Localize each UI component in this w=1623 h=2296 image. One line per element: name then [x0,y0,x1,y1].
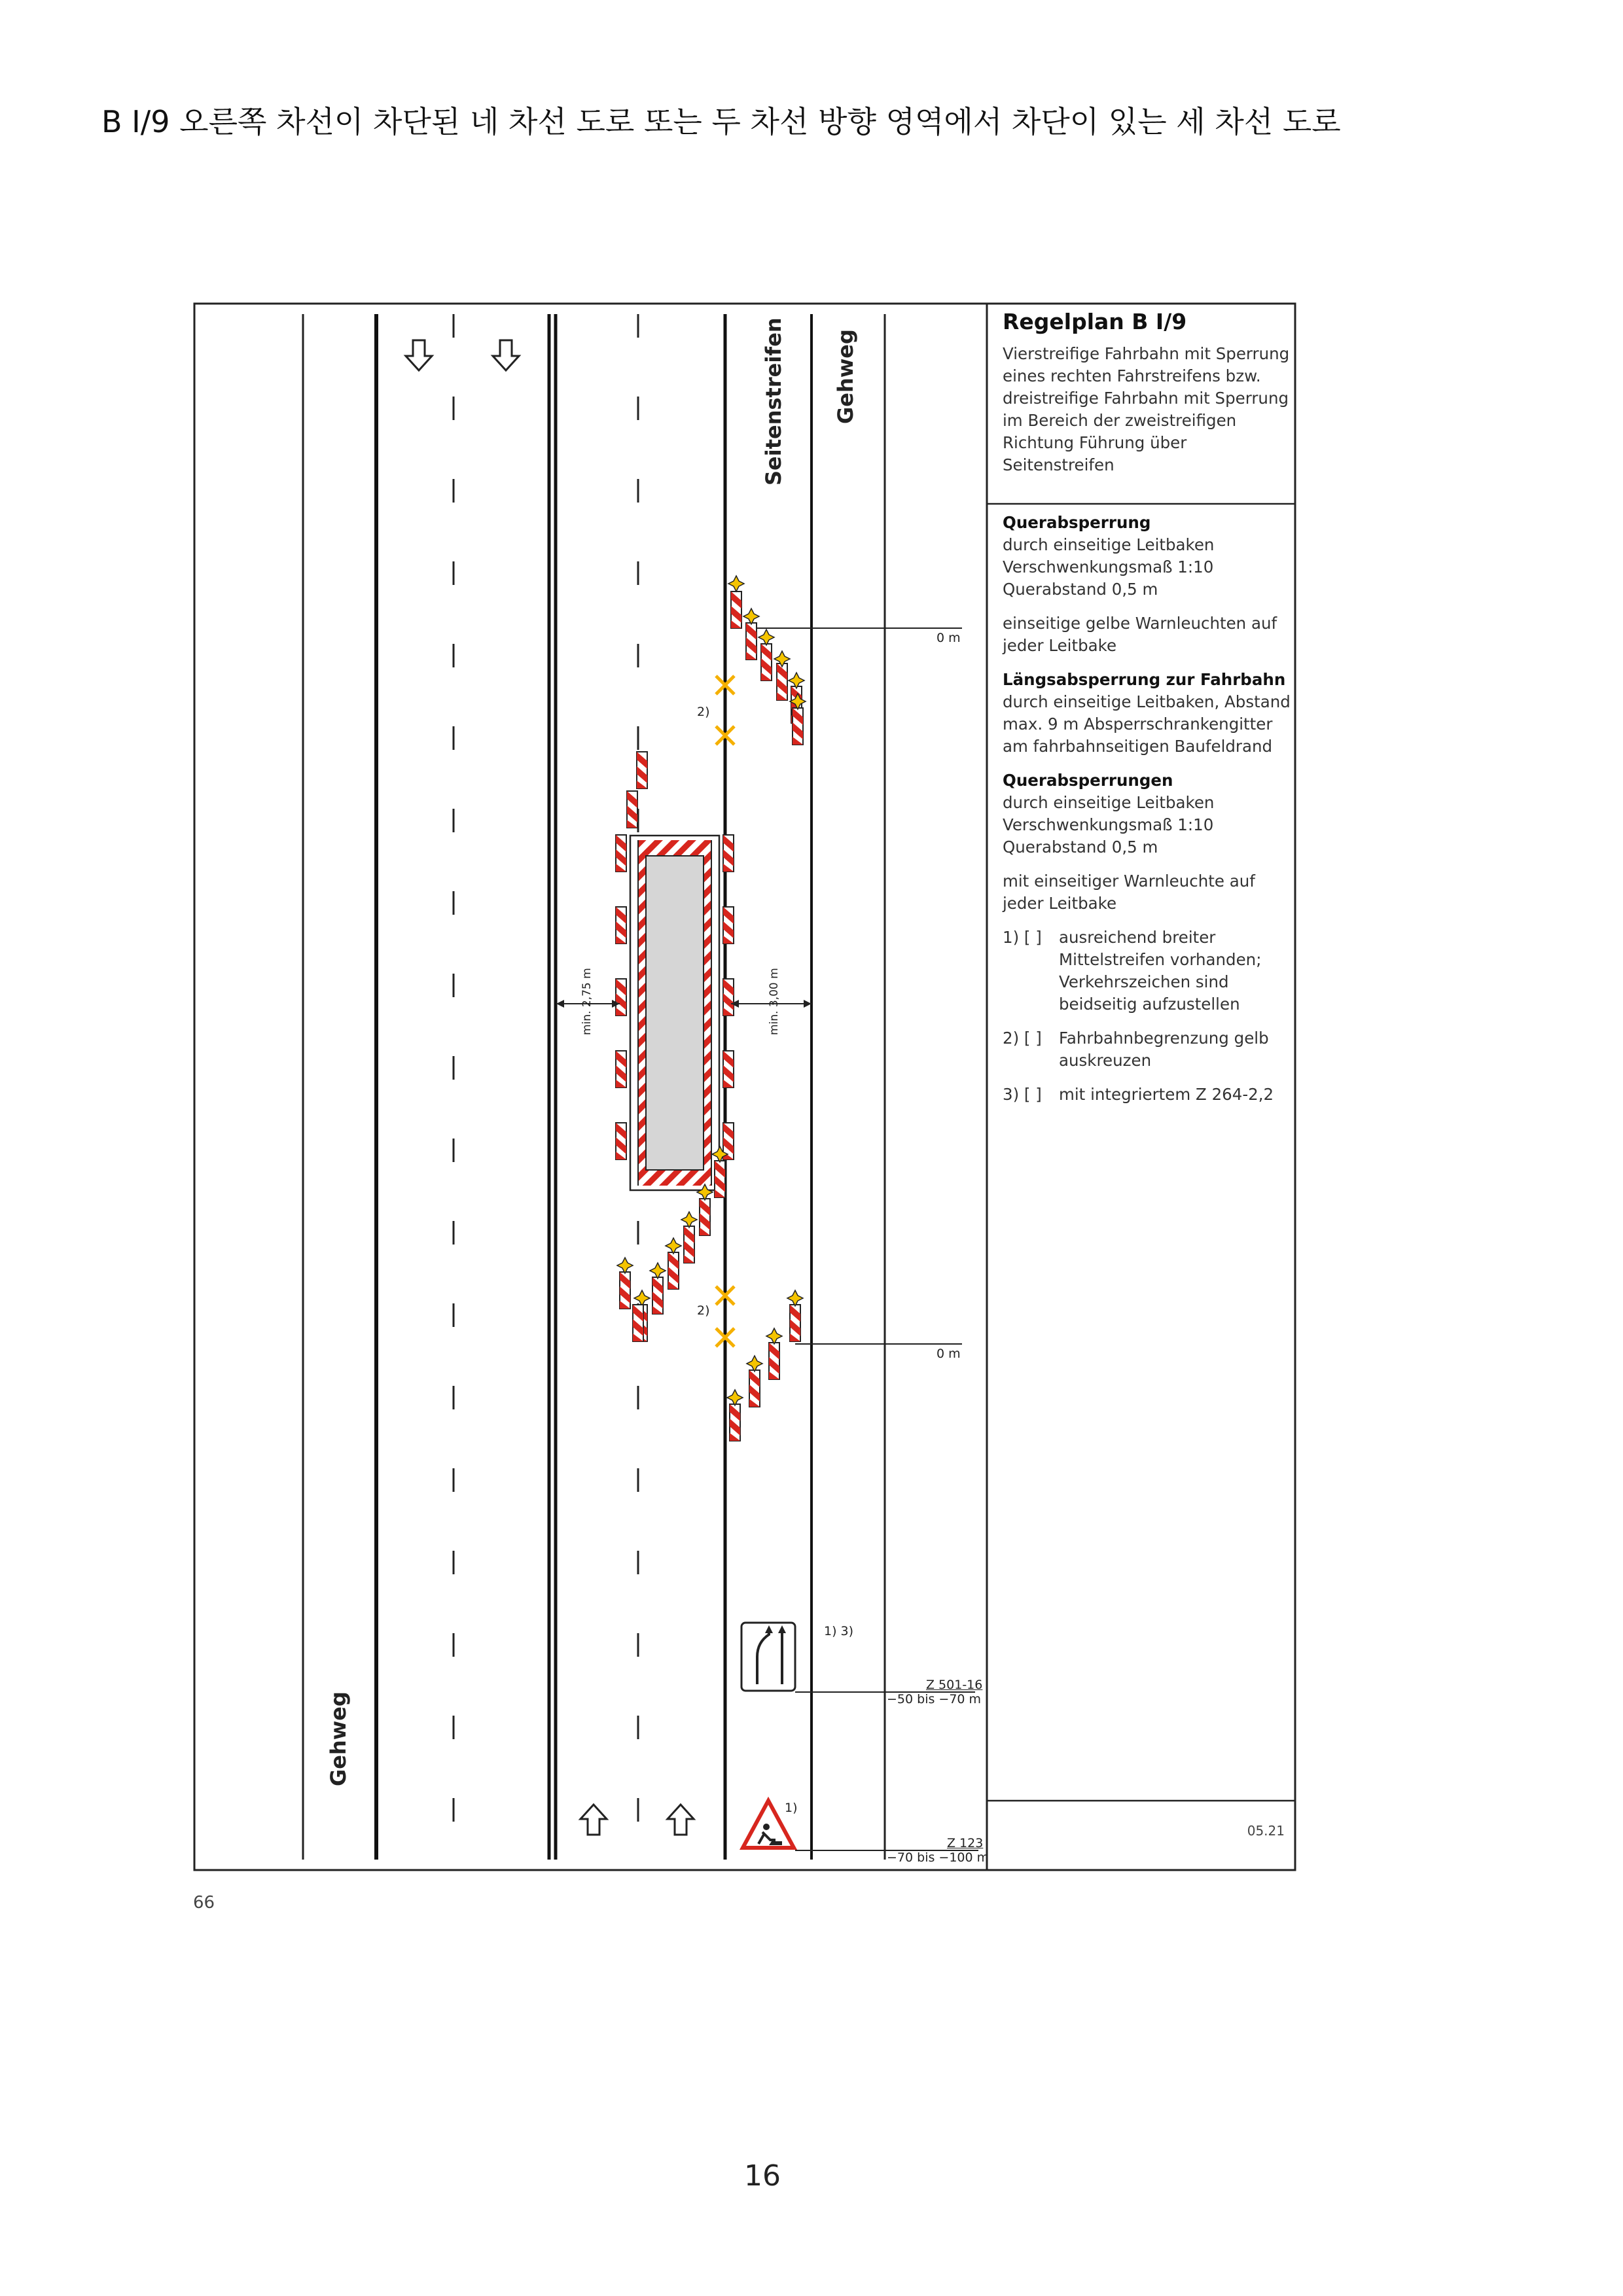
min-width-left-label: min. 2,75 m [580,968,594,1035]
note13-marker: 1) 3) [824,1624,854,1638]
note2-top-marker: 2) [697,705,710,719]
footnote-text: mit integriertem Z 264-2,2 [1059,1085,1274,1104]
legend-body [1003,512,1291,1118]
legend-section-text: durch einseitige Leitbaken, Abstand max. 9 m Absperrschrankengitter am fahrbahnseitigen Baufeldrand [1003,692,1291,756]
legend-section-heading: Querabsperrung [1003,513,1151,532]
legend-section-heading: Längsabsperrung zur Fahrbahn [1003,670,1286,689]
sign-z501-distance: −50 bis −70 m [887,1692,982,1706]
version-label: 05.21 [1247,1823,1285,1839]
footnote-number: 2) [ ] [1003,1029,1042,1048]
legend-panel [988,302,1296,1871]
legend-title: Regelplan B I/9 [1003,309,1187,334]
sign-z123-distance: −70 bis −100 m [887,1850,990,1865]
legend-footnote [1003,1027,1291,1072]
legend-footnote [1003,927,1291,1016]
gehweg-left-label: Gehweg [326,1691,351,1786]
source-page-ref: 66 [193,1893,215,1913]
legend-section-text: einseitige gelbe Warnleuchten auf jeder Leitbake [1003,614,1277,655]
legend-section-text: mit einseitiger Warnleuchte auf jeder Leitbake [1003,872,1255,913]
legend-section-heading: Querabsperrungen [1003,771,1173,790]
footnote-number: 1) [ ] [1003,928,1042,947]
footnote-number: 3) [ ] [1003,1085,1042,1104]
note1-marker: 1) [785,1801,798,1815]
legend-intro: Vierstreifige Fahrbahn mit Sperrung eines rechten Fahrstreifens bzw. dreistreifige Fahrbahn mit Sperrung im Bereich der zweistreifigen Richtung Führung über Seitenstreifen [1003,344,1290,474]
footnote-text: Fahrbahnbegrenzung gelb auskreuzen [1059,1029,1269,1070]
note2-bottom-marker: 2) [697,1303,710,1318]
legend-section-text: durch einseitige Leitbaken Verschwenkungsmaß 1:10 Querabstand 0,5 m [1003,535,1215,599]
footnote-text: ausreichend breiter Mittelstreifen vorhanden; Verkehrszeichen sind beidseitig aufzustellen [1059,928,1262,1014]
min-width-right-label: min. 3,00 m [768,968,781,1035]
work-zone [630,836,719,1190]
gehweg-right-label: Gehweg [833,329,858,424]
legend-section-text: durch einseitige Leitbaken Verschwenkungsmaß 1:10 Querabstand 0,5 m [1003,793,1215,857]
zero-meter-top-label: 0 m [936,631,961,645]
page-heading: B I/9 오른쪽 차선이 차단된 네 차선 도로 또는 두 차선 방향 영역에서 차단이 있는 세 차선 도로 [101,104,1341,139]
sign-z123-code: Z 123 [947,1836,984,1850]
seitenstreifen-label: Seitenstreifen [761,317,786,486]
sign-z501-code: Z 501-16 [926,1678,983,1692]
zero-meter-bottom-label: 0 m [936,1347,961,1361]
page-number: 16 [744,2159,781,2193]
legend-footnote [1003,1084,1291,1106]
